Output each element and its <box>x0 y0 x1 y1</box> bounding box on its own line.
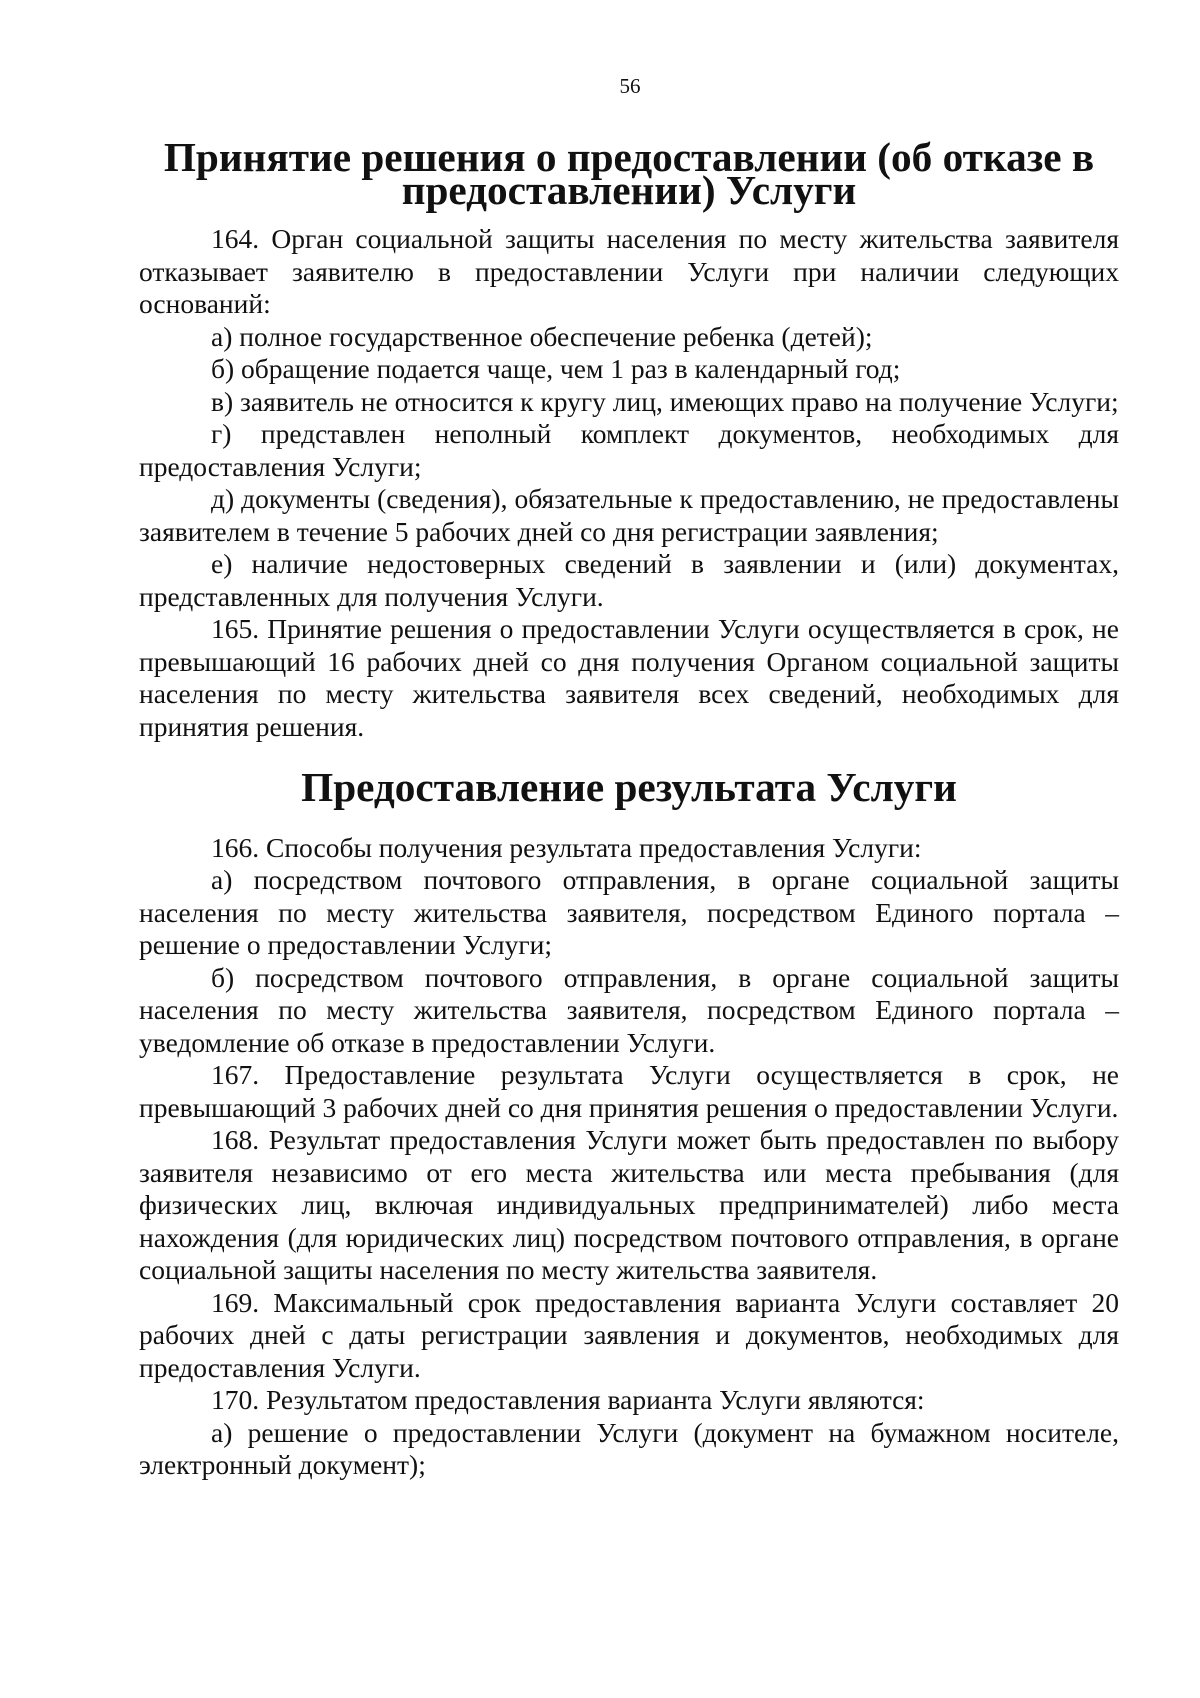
paragraph-167: 167. Предоставление результата Услуги осуществляется в срок, не превышающий 3 рабочих дней со дня принятия решения о предоставлении Услуги. <box>139 1059 1119 1123</box>
paragraph-170: 170. Результатом предоставления варианта Услуги являются: <box>211 1384 925 1415</box>
paragraph-164: 164. Орган социальной защиты населения по месту жительства заявителя отказывает заявителю в предоставлении Услуги при наличии следующих оснований: <box>139 223 1119 319</box>
paragraph-169: 169. Максимальный срок предоставления варианта Услуги составляет 20 рабочих дней с даты регистрации заявления и документов, необходимых для предоставления Услуги. <box>139 1286 1119 1383</box>
section-heading-result: Предоставление результата Услуги <box>301 764 957 810</box>
document-body <box>139 134 1119 1482</box>
list-item-164-e: е) наличие недостоверных сведений в заявлении и (или) документах, представленных для получения Услуги. <box>139 548 1119 612</box>
list-item-166-b: б) посредством почтового отправления, в органе социальной защиты населения по месту жительства заявителя, посредством Единого портала – уведомление об отказе в предоставлении Услуги. <box>139 961 1119 1058</box>
paragraph-165: 165. Принятие решения о предоставлении Услуги осуществляется в срок, не превышающий 16 рабочих дней со дня получения Органом социальной защиты населения по месту жительства заявителя всех сведений, необходимых для принятия решения. <box>139 613 1119 742</box>
list-item-164-b: б) обращение подается чаще, чем 1 раз в календарный год; <box>211 353 901 384</box>
page-number: 56 <box>619 74 641 98</box>
paragraph-166: 166. Способы получения результата предоставления Услуги: <box>211 831 922 863</box>
section-heading-decision: Принятие решения о предоставлении (об отказе в предоставлении) Услуги <box>163 134 1095 213</box>
list-item-164-v: в) заявитель не относится к кругу лиц, имеющих право на получение Услуги; <box>211 385 1119 417</box>
list-item-164-d: д) документы (сведения), обязательные к предоставлению, не предоставлены заявителем в течение 5 рабочих дней со дня регистрации заявления; <box>139 483 1119 547</box>
list-item-170-a: а) решение о предоставлении Услуги (документ на бумажном носителе, электронный документ); <box>139 1416 1119 1480</box>
list-item-164-g: г) представлен неполный комплект документов, необходимых для предоставления Услуги; <box>139 418 1119 482</box>
paragraph-168: 168. Результат предоставления Услуги может быть предоставлен по выбору заявителя независимо от его места жительства или места пребывания (для физических лиц, включая индивидуальных предпринимателей) либо места нахождения (для юридических лиц) посредством почтового отправления, в органе социальной защиты населения по месту жительства заявителя. <box>139 1124 1119 1285</box>
list-item-164-a: а) полное государственное обеспечение ребенка (детей); <box>211 320 873 352</box>
list-item-166-a: а) посредством почтового отправления, в органе социальной защиты населения по месту жительства заявителя, посредством Единого портала – решение о предоставлении Услуги; <box>139 864 1119 960</box>
